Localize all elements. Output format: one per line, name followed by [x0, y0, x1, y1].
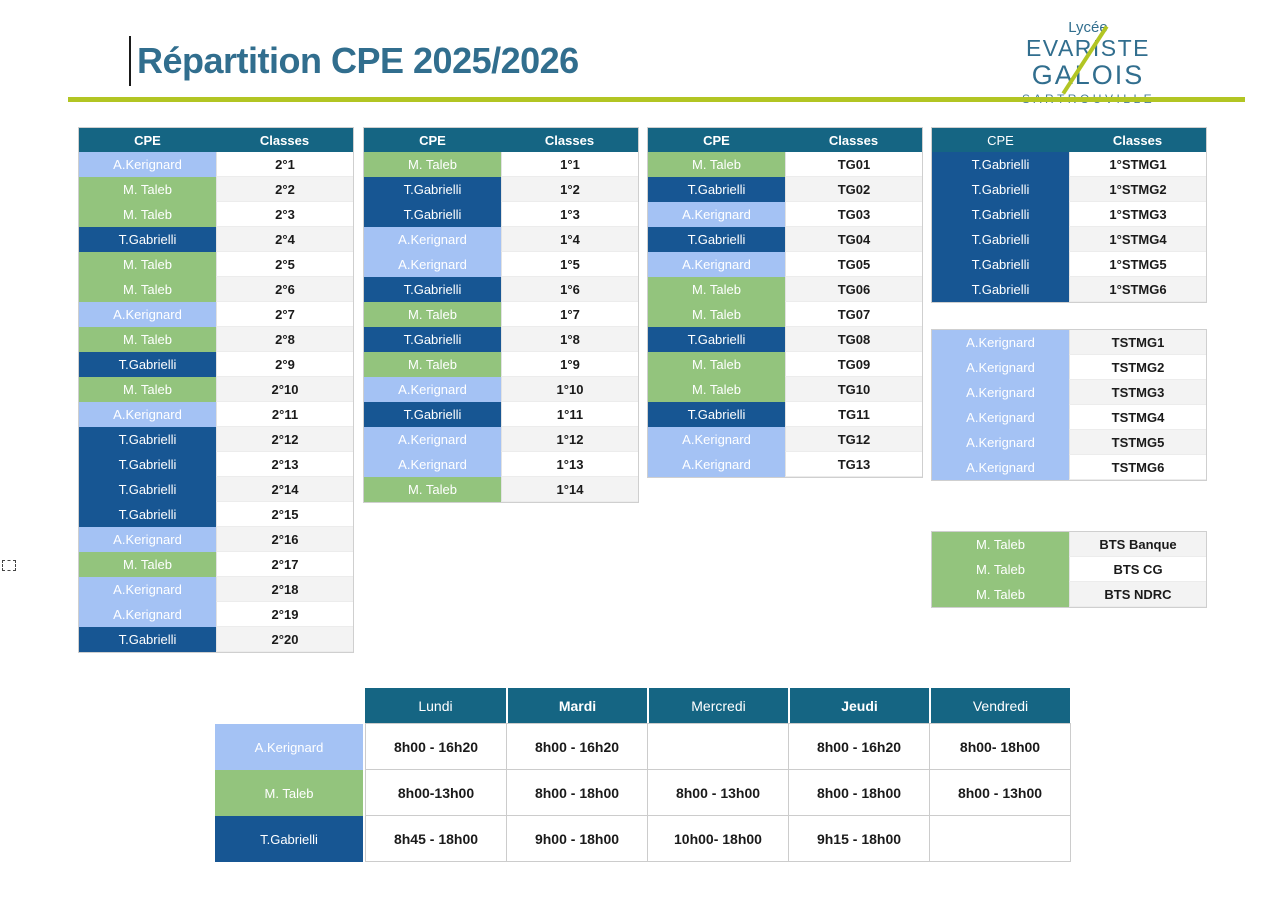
class-cell: 1°STMG2	[1069, 177, 1206, 202]
cpe-name-cell: A.Kerignard	[648, 452, 785, 477]
cpe-name-cell: A.Kerignard	[932, 455, 1069, 480]
class-cell: 2°7	[216, 302, 353, 327]
class-cell: 1°2	[501, 177, 638, 202]
table-row	[364, 177, 638, 202]
class-cell: 2°9	[216, 352, 353, 377]
day-header: Mercredi	[647, 688, 788, 723]
class-cell: TG03	[785, 202, 922, 227]
cpe-name-cell: M. Taleb	[648, 302, 785, 327]
class-cell: 1°3	[501, 202, 638, 227]
class-cell: 1°14	[501, 477, 638, 502]
page-title: Répartition CPE 2025/2026	[137, 40, 579, 81]
table-row	[648, 277, 922, 302]
cpe-name-cell: A.Kerignard	[932, 330, 1069, 355]
table-row	[79, 627, 353, 652]
table-row	[79, 477, 353, 502]
table-row	[932, 202, 1206, 227]
table-row	[648, 227, 922, 252]
object-anchor-marker	[2, 560, 16, 571]
class-cell: TG06	[785, 277, 922, 302]
table-row	[648, 327, 922, 352]
cpe-name-cell: T.Gabrielli	[364, 277, 501, 302]
cpe-name-cell: M. Taleb	[79, 552, 216, 577]
class-cell: 2°20	[216, 627, 353, 652]
class-cell: 1°STMG4	[1069, 227, 1206, 252]
class-cell: 2°14	[216, 477, 353, 502]
class-cell: TSTMG6	[1069, 455, 1206, 480]
table-row	[648, 302, 922, 327]
table-row	[932, 152, 1206, 177]
cpe-name-cell: T.Gabrielli	[364, 177, 501, 202]
table-row	[364, 427, 638, 452]
table-row	[648, 427, 922, 452]
schedule-times-grid	[365, 723, 1071, 862]
schedule-time-cell: 8h00 - 18h00	[507, 770, 648, 816]
class-cell: TSTMG2	[1069, 355, 1206, 380]
class-cell: 2°8	[216, 327, 353, 352]
cpe-name-cell: T.Gabrielli	[932, 152, 1069, 177]
cpe-name-cell: T.Gabrielli	[364, 402, 501, 427]
table-row	[932, 277, 1206, 302]
table-row	[932, 405, 1206, 430]
schedule-time-cell: 8h00-13h00	[366, 770, 507, 816]
class-cell: 2°6	[216, 277, 353, 302]
column-header: CPE	[134, 132, 161, 148]
table-row	[364, 252, 638, 277]
cpe-name-cell: T.Gabrielli	[79, 452, 216, 477]
class-cell: 2°5	[216, 252, 353, 277]
class-cell: BTS Banque	[1069, 532, 1206, 557]
table-row	[79, 227, 353, 252]
schedule-time-cell	[648, 724, 789, 770]
cpe-name-cell: M. Taleb	[932, 582, 1069, 607]
schedule-time-cell: 8h00 - 16h20	[789, 724, 930, 770]
cpe-name-cell: A.Kerignard	[364, 252, 501, 277]
table-row	[79, 377, 353, 402]
table-row	[364, 352, 638, 377]
day-header: Mardi	[506, 688, 647, 723]
class-cell: 2°19	[216, 602, 353, 627]
table-row	[648, 452, 922, 477]
cpe-name-cell: A.Kerignard	[79, 527, 216, 552]
class-cell: 2°13	[216, 452, 353, 477]
schedule-time-cell: 8h00 - 16h20	[507, 724, 648, 770]
day-header: Jeudi	[788, 688, 929, 723]
class-cell: 1°9	[501, 352, 638, 377]
table-row	[364, 277, 638, 302]
cpe-name-cell: M. Taleb	[932, 532, 1069, 557]
table-row	[932, 455, 1206, 480]
class-cell: TSTMG3	[1069, 380, 1206, 405]
class-cell: 1°4	[501, 227, 638, 252]
table-row	[79, 602, 353, 627]
cpe-name-cell: A.Kerignard	[648, 427, 785, 452]
table-premiere-stmg	[931, 127, 1207, 303]
table-row	[648, 377, 922, 402]
cpe-name-cell: M. Taleb	[79, 377, 216, 402]
schedule-cpe-cell: T.Gabrielli	[215, 816, 363, 862]
logo-line-galois: GALOIS	[1031, 60, 1145, 90]
column-header: Classes	[259, 132, 310, 148]
cpe-name-cell: T.Gabrielli	[79, 427, 216, 452]
table-row	[932, 557, 1206, 582]
class-cell: 1°12	[501, 427, 638, 452]
table-row	[79, 577, 353, 602]
class-cell: BTS CG	[1069, 557, 1206, 582]
cpe-name-cell: A.Kerignard	[79, 152, 216, 177]
table-row	[932, 227, 1206, 252]
table-row	[932, 430, 1206, 455]
cpe-name-cell: T.Gabrielli	[364, 202, 501, 227]
table-row	[79, 352, 353, 377]
cpe-name-cell: M. Taleb	[364, 352, 501, 377]
schedule-time-cell: 10h00- 18h00	[648, 816, 789, 862]
table-terminale-stmg	[931, 329, 1207, 481]
schedule-time-cell: 8h00 - 18h00	[789, 770, 930, 816]
table-row	[648, 177, 922, 202]
cpe-name-cell: A.Kerignard	[932, 430, 1069, 455]
class-cell: TG09	[785, 352, 922, 377]
day-header: Vendredi	[929, 688, 1070, 723]
class-cell: 1°STMG3	[1069, 202, 1206, 227]
cpe-name-cell: M. Taleb	[932, 557, 1069, 582]
class-cell: 2°15	[216, 502, 353, 527]
class-cell: 1°8	[501, 327, 638, 352]
table-row	[79, 277, 353, 302]
class-cell: 1°11	[501, 402, 638, 427]
cpe-name-cell: T.Gabrielli	[79, 227, 216, 252]
cpe-name-cell: A.Kerignard	[648, 202, 785, 227]
class-cell: TG10	[785, 377, 922, 402]
table-row	[79, 427, 353, 452]
cpe-name-cell: A.Kerignard	[932, 355, 1069, 380]
table-row	[364, 202, 638, 227]
cpe-name-cell: M. Taleb	[364, 477, 501, 502]
class-cell: 1°1	[501, 152, 638, 177]
schedule-time-cell: 9h15 - 18h00	[789, 816, 930, 862]
table-row	[364, 402, 638, 427]
cpe-name-cell: T.Gabrielli	[932, 177, 1069, 202]
table-row	[79, 177, 353, 202]
cpe-name-cell: A.Kerignard	[364, 377, 501, 402]
cpe-name-cell: M. Taleb	[648, 352, 785, 377]
column-header: Classes	[828, 132, 879, 148]
cpe-name-cell: T.Gabrielli	[648, 227, 785, 252]
cpe-name-cell: A.Kerignard	[79, 302, 216, 327]
cpe-name-cell: M. Taleb	[648, 377, 785, 402]
column-header: CPE	[419, 132, 446, 148]
cpe-name-cell: T.Gabrielli	[932, 277, 1069, 302]
class-cell: 2°4	[216, 227, 353, 252]
table-row	[932, 177, 1206, 202]
divider-line	[68, 97, 1245, 102]
cpe-name-cell: T.Gabrielli	[648, 402, 785, 427]
class-cell: 2°1	[216, 152, 353, 177]
class-cell: 2°17	[216, 552, 353, 577]
class-cell: 2°10	[216, 377, 353, 402]
table-row	[364, 452, 638, 477]
cpe-name-cell: T.Gabrielli	[648, 177, 785, 202]
class-cell: 1°5	[501, 252, 638, 277]
table-bts	[931, 531, 1207, 608]
table-row	[79, 327, 353, 352]
class-cell: 1°7	[501, 302, 638, 327]
schedule-time-cell: 9h00 - 18h00	[507, 816, 648, 862]
cpe-name-cell: M. Taleb	[648, 277, 785, 302]
table-row	[79, 152, 353, 177]
table-row	[79, 527, 353, 552]
class-cell: TG04	[785, 227, 922, 252]
table-row	[79, 252, 353, 277]
cpe-name-cell: T.Gabrielli	[79, 627, 216, 652]
cpe-name-cell: T.Gabrielli	[79, 502, 216, 527]
cpe-name-cell: A.Kerignard	[648, 252, 785, 277]
cpe-name-cell: M. Taleb	[79, 202, 216, 227]
class-cell: TG13	[785, 452, 922, 477]
cpe-name-cell: T.Gabrielli	[79, 352, 216, 377]
schedule-time-cell	[930, 816, 1071, 862]
table-row	[648, 202, 922, 227]
table-terminale-generale	[647, 127, 923, 478]
table-premiere	[363, 127, 639, 503]
column-header: CPE	[987, 132, 1014, 148]
schedule-time-cell: 8h00 - 13h00	[648, 770, 789, 816]
table-row	[364, 477, 638, 502]
table-row	[364, 327, 638, 352]
table-row	[932, 532, 1206, 557]
cpe-name-cell: T.Gabrielli	[364, 327, 501, 352]
table-row	[932, 582, 1206, 607]
cpe-name-cell: A.Kerignard	[932, 380, 1069, 405]
class-cell: 1°STMG6	[1069, 277, 1206, 302]
table-row	[648, 152, 922, 177]
class-cell: TG12	[785, 427, 922, 452]
table-row	[79, 452, 353, 477]
class-cell: 1°10	[501, 377, 638, 402]
class-cell: 2°12	[216, 427, 353, 452]
class-cell: 1°6	[501, 277, 638, 302]
table-row	[932, 380, 1206, 405]
class-cell: TG08	[785, 327, 922, 352]
schedule-corner-spacer	[215, 688, 363, 724]
class-cell: TG02	[785, 177, 922, 202]
table-row	[79, 402, 353, 427]
logo-line-evariste: EVARISTE	[1025, 35, 1151, 61]
cpe-name-cell: A.Kerignard	[932, 405, 1069, 430]
text-cursor	[129, 36, 131, 86]
table-row	[79, 302, 353, 327]
table-header-row	[364, 128, 638, 152]
schedule-time-cell: 8h00 - 13h00	[930, 770, 1071, 816]
logo-line-lycee: Lycée	[1068, 19, 1108, 36]
table-row	[364, 227, 638, 252]
cpe-name-cell: M. Taleb	[648, 152, 785, 177]
table-seconde	[78, 127, 354, 653]
table-header-row	[648, 128, 922, 152]
cpe-name-cell: A.Kerignard	[79, 577, 216, 602]
schedule-names-col	[215, 688, 363, 862]
table-row	[79, 502, 353, 527]
class-cell: TG11	[785, 402, 922, 427]
table-row	[79, 202, 353, 227]
table-row	[364, 377, 638, 402]
column-header: Classes	[1112, 132, 1163, 148]
schedule-time-cell: 8h45 - 18h00	[366, 816, 507, 862]
table-row	[648, 352, 922, 377]
cpe-name-cell: A.Kerignard	[364, 227, 501, 252]
table-header-row	[932, 128, 1206, 152]
table-row	[364, 302, 638, 327]
column-header: CPE	[703, 132, 730, 148]
class-cell: 1°STMG1	[1069, 152, 1206, 177]
schedule-time-cell: 8h00- 18h00	[930, 724, 1071, 770]
cpe-name-cell: T.Gabrielli	[932, 227, 1069, 252]
class-cell: 2°18	[216, 577, 353, 602]
table-row	[648, 402, 922, 427]
table-row	[932, 330, 1206, 355]
cpe-name-cell: M. Taleb	[79, 327, 216, 352]
cpe-name-cell: T.Gabrielli	[932, 252, 1069, 277]
class-cell: TG01	[785, 152, 922, 177]
cpe-name-cell: M. Taleb	[364, 302, 501, 327]
cpe-name-cell: T.Gabrielli	[932, 202, 1069, 227]
schedule-days-row	[365, 688, 1071, 723]
schedule-times-col	[365, 688, 1071, 862]
class-cell: BTS NDRC	[1069, 582, 1206, 607]
day-header: Lundi	[365, 688, 506, 723]
class-cell: TG05	[785, 252, 922, 277]
schedule-table	[215, 688, 1071, 862]
table-header-row	[79, 128, 353, 152]
cpe-name-cell: M. Taleb	[364, 152, 501, 177]
cpe-name-cell: A.Kerignard	[364, 452, 501, 477]
class-cell: 2°3	[216, 202, 353, 227]
table-row	[79, 552, 353, 577]
class-cell: TSTMG1	[1069, 330, 1206, 355]
class-cell: 2°16	[216, 527, 353, 552]
table-row	[932, 252, 1206, 277]
class-cell: TG07	[785, 302, 922, 327]
class-cell: TSTMG5	[1069, 430, 1206, 455]
table-row	[364, 152, 638, 177]
cpe-name-cell: T.Gabrielli	[79, 477, 216, 502]
cpe-name-cell: A.Kerignard	[79, 602, 216, 627]
table-row	[932, 355, 1206, 380]
cpe-name-cell: M. Taleb	[79, 277, 216, 302]
column-header: Classes	[544, 132, 595, 148]
cpe-name-cell: M. Taleb	[79, 252, 216, 277]
cpe-name-cell: T.Gabrielli	[648, 327, 785, 352]
table-row	[648, 252, 922, 277]
class-cell: 2°2	[216, 177, 353, 202]
schedule-cpe-cell: M. Taleb	[215, 770, 363, 816]
schedule-cpe-cell: A.Kerignard	[215, 724, 363, 770]
schedule-time-cell: 8h00 - 16h20	[366, 724, 507, 770]
class-cell: 1°STMG5	[1069, 252, 1206, 277]
cpe-name-cell: M. Taleb	[79, 177, 216, 202]
school-logo	[1022, 20, 1154, 105]
cpe-name-cell: A.Kerignard	[364, 427, 501, 452]
class-cell: 1°13	[501, 452, 638, 477]
cpe-name-cell: A.Kerignard	[79, 402, 216, 427]
class-cell: TSTMG4	[1069, 405, 1206, 430]
class-cell: 2°11	[216, 402, 353, 427]
